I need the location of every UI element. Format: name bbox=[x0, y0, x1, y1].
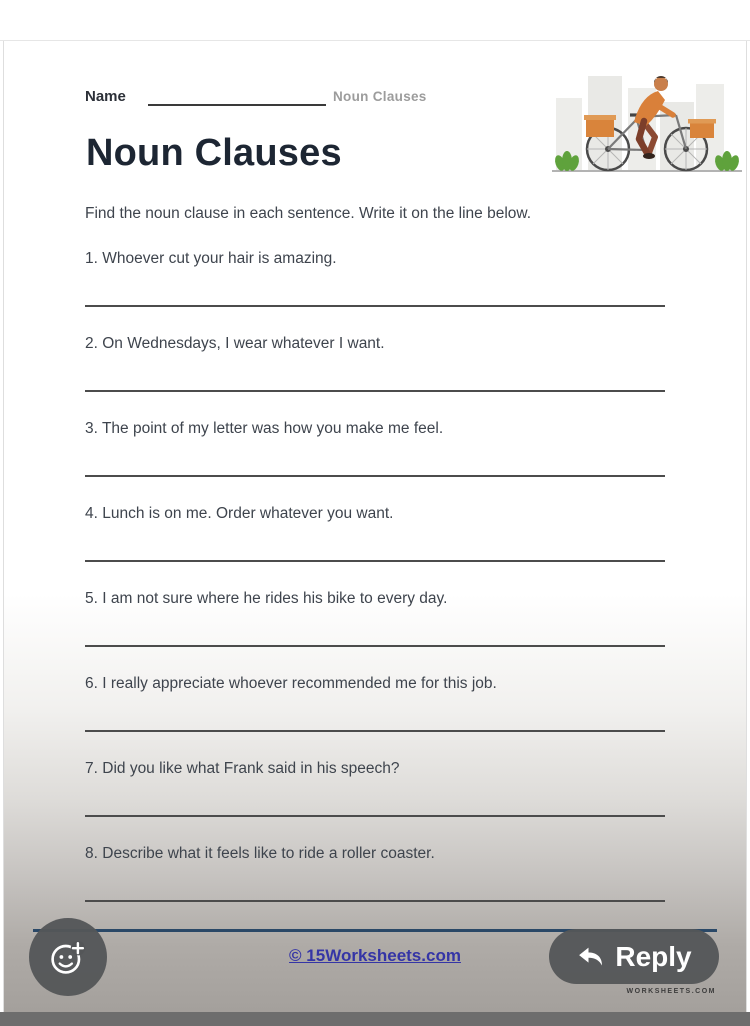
worksheet-header-label: Noun Clauses bbox=[333, 89, 427, 104]
sentence-row bbox=[0, 505, 750, 585]
sentence-text: Did you like what Frank said in his speech? bbox=[102, 760, 400, 777]
sentence-text: I am not sure where he rides his bike to every day. bbox=[102, 590, 448, 607]
sentence-number: 7. bbox=[85, 760, 98, 777]
bicycle-illustration bbox=[548, 58, 746, 184]
sentence-text: The point of my letter was how you make me feel. bbox=[101, 420, 444, 437]
answer-line bbox=[85, 730, 665, 732]
answer-line bbox=[85, 390, 665, 392]
sentence-text: Whoever cut your hair is amazing. bbox=[102, 250, 337, 267]
answer-line bbox=[85, 645, 665, 647]
sentence-row bbox=[0, 845, 750, 925]
sentence-number: 2. bbox=[85, 335, 98, 352]
reply-icon bbox=[576, 942, 606, 972]
card-top-border bbox=[0, 40, 750, 41]
reply-button[interactable] bbox=[549, 929, 719, 984]
sentence-text: Describe what it feels like to ride a roller coaster. bbox=[102, 845, 435, 862]
sentence-number: 4. bbox=[85, 505, 98, 522]
bottom-bar bbox=[0, 1012, 750, 1026]
sentence-row bbox=[0, 590, 750, 670]
sentence-number: 6. bbox=[85, 675, 98, 692]
smiley-plus-icon bbox=[46, 935, 90, 979]
sentence-text: On Wednesdays, I wear whatever I want. bbox=[102, 335, 385, 352]
footer-link[interactable]: © 15Worksheets.com bbox=[289, 946, 461, 965]
sentence-row bbox=[0, 675, 750, 755]
sentence-number: 1. bbox=[85, 250, 98, 267]
reaction-button[interactable] bbox=[29, 918, 107, 996]
sentence-row bbox=[0, 760, 750, 840]
sentence-number: 8. bbox=[85, 845, 98, 862]
instructions-text: Find the noun clause in each sentence. Write it on the line below. bbox=[85, 205, 532, 222]
sentence-row bbox=[0, 250, 750, 330]
answer-line bbox=[85, 815, 665, 817]
sentence-text: I really appreciate whoever recommended me for this job. bbox=[102, 675, 497, 692]
sentence-text: Lunch is on me. Order whatever you want. bbox=[102, 505, 394, 522]
sentence-row bbox=[0, 420, 750, 500]
sentence-row bbox=[0, 335, 750, 415]
name-underline bbox=[148, 104, 326, 106]
reply-label: Reply bbox=[615, 940, 692, 972]
watermark-text: WORKSHEETS.COM bbox=[626, 988, 716, 995]
page-title: Noun Clauses bbox=[86, 132, 342, 174]
answer-line bbox=[85, 560, 665, 562]
answer-line bbox=[85, 475, 665, 477]
answer-line bbox=[85, 305, 665, 307]
sentence-number: 5. bbox=[85, 590, 98, 607]
sentence-number: 3. bbox=[85, 420, 98, 437]
answer-line bbox=[85, 900, 665, 902]
name-label: Name bbox=[85, 88, 126, 105]
